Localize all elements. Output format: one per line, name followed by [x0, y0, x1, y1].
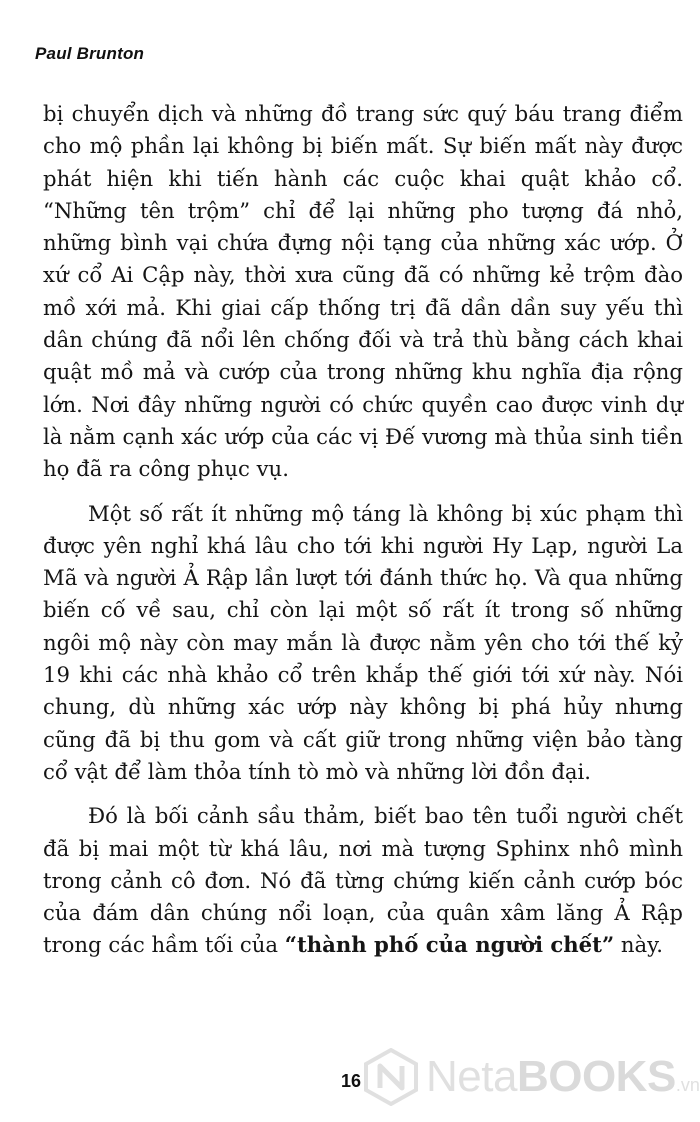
paragraph-3-text-end: này.: [614, 932, 664, 958]
netabooks-logo-icon: [362, 1048, 420, 1106]
running-header-author: Paul Brunton: [35, 44, 145, 63]
paragraph-3-text-start: Đó là bối cảnh sầu thảm, biết bao tên tuổi người chết đã bị mai một từ khá lâu, nơi mà tượng Sphinx nhô mình trong cảnh cô đơn. Nó đã từng chứng kiến cảnh cướp bóc của đám dân chúng nổi loạn, của quân xâm lăng Ả Rập trong các hầm tối của: [43, 803, 683, 958]
paragraph-3: [43, 800, 683, 961]
netabooks-watermark: [362, 1046, 700, 1110]
paragraph-1: bị chuyển dịch và những đồ trang sức quý báu trang điểm cho mộ phần lại không bị biến mất. Sự biến mất này được phát hiện khi tiến hành các cuộc khai quật khảo cổ. “Những tên trộm” chỉ để lại những pho tượng đá nhỏ, những bình vại chứa đựng nội tạng của những xác ướp. Ở xứ cổ Ai Cập này, thời xưa cũng đã có những kẻ trộm đào mồ xới mả. Khi giai cấp thống trị đã dần dần suy yếu thì dân chúng đã nổi lên chống đối và trả thù bằng cách khai quật mồ mả và cướp của trong những khu nghĩa địa rộng lớn. Nơi đây những người có chức quyền cao được vinh dự là nằm cạnh xác ướp của các vị Đế vương mà thủa sinh tiền họ đã ra công phục vụ.: [43, 101, 683, 482]
paragraph-3-bold-phrase: “thành phố của người chết”: [284, 932, 615, 958]
page-number: 16: [341, 1071, 362, 1091]
watermark-brand-light: Neta: [426, 1052, 517, 1101]
paragraph-2: Một số rất ít những mộ táng là không bị xúc phạm thì được yên nghỉ khá lâu cho tới khi người Hy Lạp, người La Mã và người Ả Rập lần lượt tới đánh thức họ. Và qua những biến cố về sau, chỉ còn lại một số rất ít trong số những ngôi mộ này còn may mắn là được nằm yên cho tới thế kỷ 19 khi các nhà khảo cổ trên khắp thế giới tới xứ này. Nói chung, dù những xác ướp này không bị phá hủy nhưng cũng đã bị thu gom và cất giữ trong những viện bảo tàng cổ vật để làm thỏa tính tò mò và những lời đồn đại.: [43, 500, 683, 784]
watermark-wordmark: [426, 1052, 700, 1110]
page-body: [43, 98, 683, 962]
watermark-brand-bold: BOOKS: [516, 1052, 676, 1101]
watermark-domain: .vn: [675, 1075, 700, 1095]
